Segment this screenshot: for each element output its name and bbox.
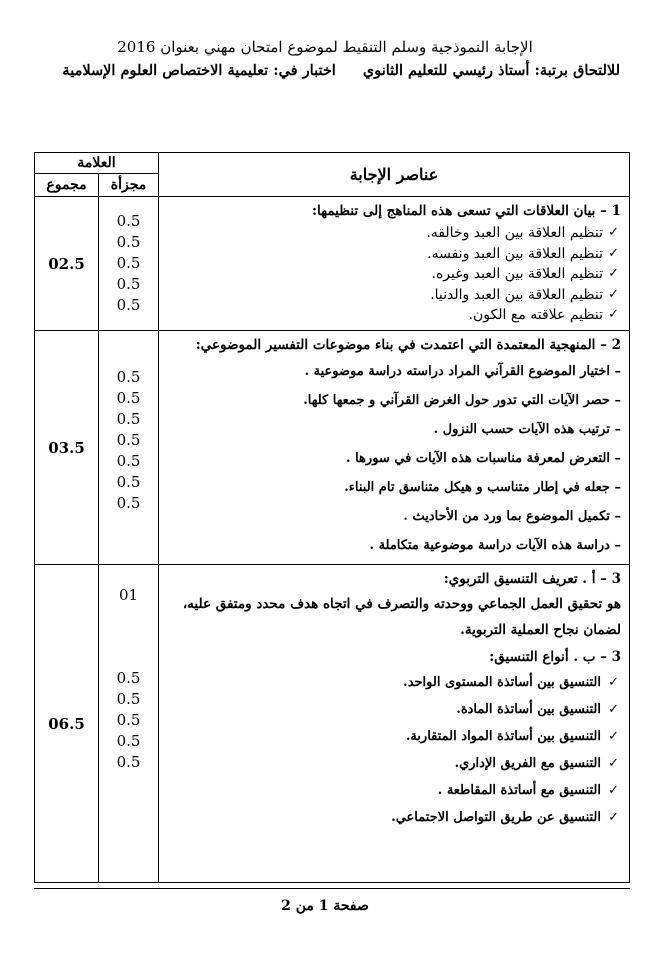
q3-part: 0.5 [116, 711, 141, 729]
q3-item: ✓ التنسيق بين أساتذة المواد المتقاربة. [165, 723, 621, 750]
q2-part: 0.5 [116, 431, 141, 449]
q1-part: 0.5 [116, 212, 141, 230]
q1-item: ✓ تنظيم علاقته مع الكون. [165, 305, 621, 326]
answer-table [34, 152, 630, 883]
q3-title-b: 3 – ب . أنواع التنسيق: [489, 649, 621, 665]
q3-item: ✓ التنسيق بين أساتذة المستوى الواحد. [165, 669, 621, 696]
q1-part: 0.5 [116, 254, 141, 272]
q2-item: – التعرض لمعرفة مناسبات هذه الآيات في سورها . [165, 444, 621, 473]
total-header: مجموع [35, 174, 99, 197]
q1-item: ✓ تنظيم العلاقة بين العبد وخالقه. [165, 223, 621, 244]
q2-item: – حصر الآيات التي تدور حول الغرض القرآني و جمعها كلها. [165, 386, 621, 415]
q3-item: ✓ التنسيق بين أساتذة المادة. [165, 696, 621, 723]
question-row-2 [35, 331, 630, 565]
q2-item: – دراسة هذه الآيات دراسة موضوعية متكاملة . [165, 531, 621, 560]
footer-divider [34, 888, 630, 889]
q1-item: ✓ تنظيم العلاقة بين العبد والدنيا. [165, 285, 621, 306]
q3-item: ✓ التنسيق مع أساتذة المقاطعة . [165, 777, 621, 804]
q3-definition: هو تحقيق العمل الجماعي ووحدته والتصرف في اتجاه هدف محدد ومتفق عليه، لضمان نجاح العملية التربوية. [182, 596, 621, 638]
q2-total: 03.5 [35, 331, 99, 565]
q3-parts [99, 565, 159, 883]
q3-part: 0.5 [116, 753, 141, 771]
q1-item: ✓ تنظيم العلاقة بين العبد ونفسه. [165, 244, 621, 265]
q2-part: 0.5 [116, 389, 141, 407]
q3-part: 0.5 [116, 732, 141, 750]
q2-part: 0.5 [116, 494, 141, 512]
q3-title-a: 3 – أ . تعريف التنسيق التربوي: [443, 571, 621, 587]
page-number: صفحة 1 من 2 [281, 898, 369, 914]
q1-parts [99, 197, 159, 331]
q1-part: 0.5 [116, 296, 141, 314]
q1-title: 1 – بيان العلاقات التي تسعى هذه المناهج إلى تنظيمها: [312, 203, 621, 219]
exam-info [30, 62, 620, 79]
exam-subject: اختبار في: تعليمية الاختصاص العلوم الإسلامية [62, 62, 336, 79]
q2-part: 0.5 [116, 473, 141, 491]
exam-rank: للالتحاق برتبة: أستاذ رئيسي للتعليم الثانوي [362, 62, 620, 79]
q2-part: 0.5 [116, 368, 141, 386]
question-row-3 [35, 565, 630, 883]
q3-part-a: 01 [118, 586, 139, 604]
q2-item: – ترتيب هذه الآيات حسب النزول . [165, 415, 621, 444]
q2-part: 0.5 [116, 410, 141, 428]
question-row-1 [35, 197, 630, 331]
q1-part: 0.5 [116, 275, 141, 293]
q1-item: ✓ تنظيم العلاقة بين العبد وغيره. [165, 264, 621, 285]
q1-total: 02.5 [35, 197, 99, 331]
q2-parts [99, 331, 159, 565]
q2-content [159, 331, 630, 565]
q1-content [159, 197, 630, 331]
q2-item: – اختيار الموضوع القرآني المراد دراسته دراسة موضوعية . [165, 357, 621, 386]
q3-part: 0.5 [116, 669, 141, 687]
q1-part: 0.5 [116, 233, 141, 251]
q2-part: 0.5 [116, 452, 141, 470]
q2-item: – جعله في إطار متناسب و هيكل متناسق تام البناء. [165, 473, 621, 502]
q2-title: 2 – المنهجية المعتمدة التي اعتمدت في بناء موضوعات التفسير الموضوعي: [195, 337, 621, 353]
marks-header: العلامة [35, 153, 159, 174]
q3-content [159, 565, 630, 883]
document-title: الإجابة النموذجية وسلم التنقيط لموضوع امتحان مهني بعنوان 2016 [117, 38, 533, 56]
q3-item: ✓ التنسيق عن طريق التواصل الاجتماعي. [165, 804, 621, 831]
q3-total: 06.5 [35, 565, 99, 883]
q3-part: 0.5 [116, 690, 141, 708]
q3-item: ✓ التنسيق مع الفريق الإداري. [165, 750, 621, 777]
part-header: مجزأة [99, 174, 159, 197]
q2-item: – تكميل الموضوع بما ورد من الأحاديث . [165, 502, 621, 531]
answer-header: عناصر الإجابة [159, 153, 630, 197]
